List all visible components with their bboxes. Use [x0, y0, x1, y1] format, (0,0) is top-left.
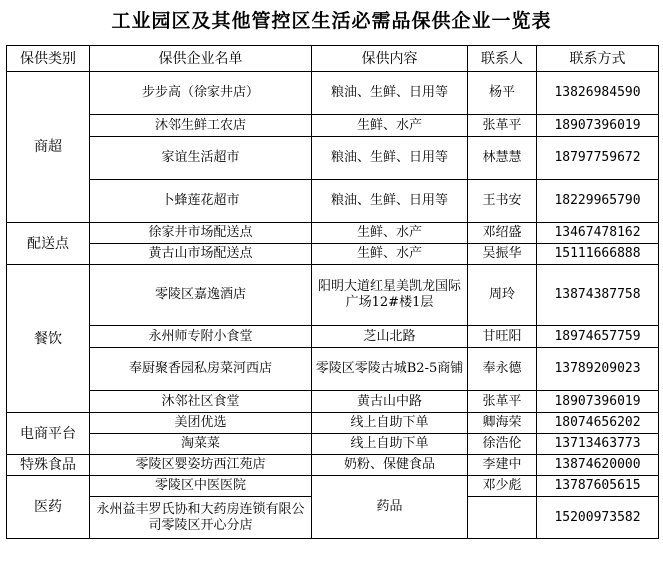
header-phone: 联系方式: [537, 46, 659, 72]
contact-cell: 奉永德: [468, 348, 537, 391]
category-cell: 电商平台: [7, 413, 90, 455]
phone-cell: 13874620000: [537, 455, 659, 476]
company-cell: 零陵区婴姿坊西江苑店: [90, 455, 312, 476]
category-cell: 商超: [7, 72, 90, 223]
content-cell: 线上自助下单: [312, 434, 468, 455]
content-cell: 粮油、生鲜、日用等: [312, 137, 468, 180]
content-cell: 芝山北路: [312, 326, 468, 348]
company-cell: 零陵区中医医院: [90, 476, 312, 497]
phone-cell: 18797759672: [537, 137, 659, 180]
table-row: [7, 244, 659, 265]
contact-cell: 林慧慧: [468, 137, 537, 180]
company-cell: 美团优选: [90, 413, 312, 434]
contact-cell: 王书安: [468, 180, 537, 223]
phone-cell: 13787605615: [537, 476, 659, 497]
table-row: [7, 413, 659, 434]
contact-cell: 徐浩伦: [468, 434, 537, 455]
header-row: [7, 46, 659, 72]
phone-cell: 13713463773: [537, 434, 659, 455]
content-cell: 线上自助下单: [312, 413, 468, 434]
contact-cell: [468, 497, 537, 539]
phone-cell: 15200973582: [537, 497, 659, 539]
content-cell: 生鲜、水产: [312, 115, 468, 137]
contact-cell: 甘旺阳: [468, 326, 537, 348]
contact-cell: 卿海荣: [468, 413, 537, 434]
contact-cell: 李建中: [468, 455, 537, 476]
contact-cell: 张革平: [468, 115, 537, 137]
contact-cell: 张革平: [468, 391, 537, 413]
contact-cell: 吴振华: [468, 244, 537, 265]
company-cell: 零陵区嘉逸酒店: [90, 265, 312, 326]
supplier-table: [6, 45, 659, 539]
table-row: [7, 455, 659, 476]
phone-cell: 18907396019: [537, 391, 659, 413]
contact-cell: 邓少彪: [468, 476, 537, 497]
table-row: [7, 434, 659, 455]
company-cell: 徐家井市场配送点: [90, 223, 312, 244]
table-row: [7, 265, 659, 326]
page-title: 工业园区及其他管控区生活必需品保供企业一览表: [111, 10, 552, 32]
table-row: [7, 476, 659, 497]
table-row: [7, 326, 659, 348]
header-company: 保供企业名单: [90, 46, 312, 72]
contact-cell: 邓绍盛: [468, 223, 537, 244]
phone-cell: 13789209023: [537, 348, 659, 391]
header-category: 保供类别: [7, 46, 90, 72]
content-cell: 粮油、生鲜、日用等: [312, 72, 468, 115]
contact-cell: 杨平: [468, 72, 537, 115]
contact-cell: 周玲: [468, 265, 537, 326]
company-cell: 沐邻社区食堂: [90, 391, 312, 413]
category-cell: 配送点: [7, 223, 90, 265]
content-cell: 零陵区零陵古城B2-5商铺: [312, 348, 468, 391]
company-cell: 沐邻生鲜工农店: [90, 115, 312, 137]
content-cell: 阳明大道红星美凯龙国际广场12#楼1层: [312, 265, 468, 326]
phone-cell: 18074656202: [537, 413, 659, 434]
phone-cell: 18974657759: [537, 326, 659, 348]
table-row: [7, 72, 659, 115]
content-cell: 生鲜、水产: [312, 244, 468, 265]
phone-cell: 18907396019: [537, 115, 659, 137]
company-cell: 奉厨聚香园私房菜河西店: [90, 348, 312, 391]
company-cell: 步步高（徐家井店）: [90, 72, 312, 115]
table-row: [7, 391, 659, 413]
company-cell: 永州益丰罗氏协和大药房连锁有限公司零陵区开心分店: [90, 497, 312, 539]
content-cell: 奶粉、保健食品: [312, 455, 468, 476]
table-row: [7, 223, 659, 244]
company-cell: 黄古山市场配送点: [90, 244, 312, 265]
content-cell: 药品: [312, 476, 468, 539]
table-row: [7, 137, 659, 180]
company-cell: 淘菜菜: [90, 434, 312, 455]
company-cell: 卜蜂莲花超市: [90, 180, 312, 223]
header-contact: 联系人: [468, 46, 537, 72]
content-cell: 黄古山中路: [312, 391, 468, 413]
header-content: 保供内容: [312, 46, 468, 72]
phone-cell: 13874387758: [537, 265, 659, 326]
table-row: [7, 180, 659, 223]
phone-cell: 15111666888: [537, 244, 659, 265]
content-cell: 生鲜、水产: [312, 223, 468, 244]
category-cell: 医药: [7, 476, 90, 539]
phone-cell: 13467478162: [537, 223, 659, 244]
table-row: [7, 115, 659, 137]
phone-cell: 18229965790: [537, 180, 659, 223]
table-row: [7, 348, 659, 391]
category-cell: 特殊食品: [7, 455, 90, 476]
content-cell: 粮油、生鲜、日用等: [312, 180, 468, 223]
category-cell: 餐饮: [7, 265, 90, 413]
company-cell: 家谊生活超市: [90, 137, 312, 180]
phone-cell: 13826984590: [537, 72, 659, 115]
company-cell: 永州师专附小食堂: [90, 326, 312, 348]
